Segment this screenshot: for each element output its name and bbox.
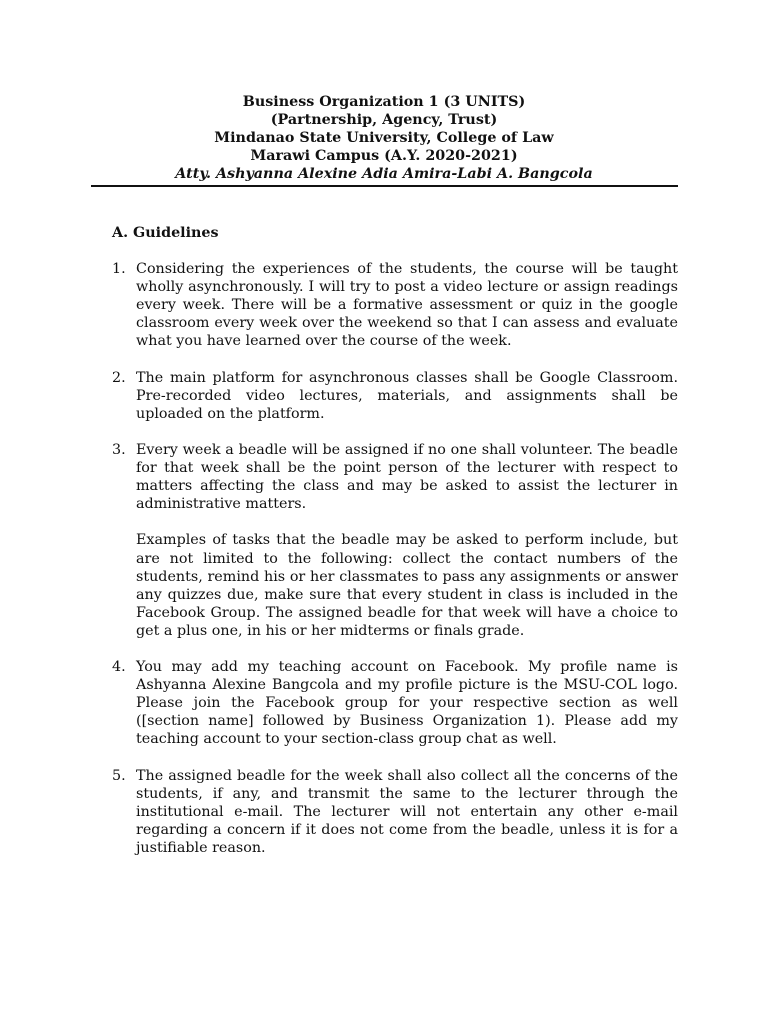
item-number: 4. — [112, 659, 126, 676]
item-paragraph: The assigned beadle for the week shall also collect all the concerns of the students, if any, and transmit the same to the lecturer through the institutional e-mail. The lecturer will not entertain any other e-mail regarding a concern if it does not come from the beadle, unless it is for a justifiable reason. — [136, 767, 678, 856]
section-heading: A. Guidelines — [112, 225, 219, 241]
university-name: Mindanao State University, College of Law — [214, 130, 554, 147]
course-subtitle: (Partnership, Agency, Trust) — [270, 112, 498, 129]
item-number: 5. — [112, 767, 126, 784]
list-item — [112, 369, 678, 423]
item-number: 2. — [112, 369, 126, 386]
item-number: 3. — [112, 441, 126, 458]
guidelines-list — [112, 260, 678, 875]
campus-year: Marawi Campus (A.Y. 2020-2021) — [250, 148, 518, 165]
item-paragraph: The main platform for asynchronous classes shall be Google Classroom. Pre-recorded video lectures, materials, and assignments shall be uploaded on the platform. — [136, 369, 678, 422]
list-item — [112, 658, 678, 748]
item-paragraph: Considering the experiences of the students, the course will be taught wholly asynchronously. I will try to post a video lecture or assign readings every week. There will be a formative assessment or quiz in the google classroom every week over the weekend so that I can assess and evaluate what you have learned over the course of the week. — [136, 261, 678, 350]
course-title: Business Organization 1 (3 UNITS) — [242, 94, 526, 110]
item-paragraph: Examples of tasks that the beadle may be asked to perform include, but are not limited to the following: collect the contact numbers of the students, remind his or her classmates to pass any assignments or answer any quizzes due, make sure that every student in class is included in the Facebook Group. The assigned beadle for that week will have a choice to get a plus one, in his or her midterms or finals grade. — [136, 532, 678, 639]
list-item — [112, 260, 678, 350]
instructor-name: Atty. Ashyanna Alexine Adia Amira-Labi A. Bangcola — [175, 166, 593, 183]
header-divider — [91, 185, 678, 187]
item-paragraph: You may add my teaching account on Facebook. My profile name is Ashyanna Alexine Bangcola and my profile picture is the MSU-COL logo. Please join the Facebook group for your respective section as well ([section name] followed by Business Organization 1). Please add my teaching account to your section-class group chat as well. — [136, 659, 678, 748]
list-item — [112, 441, 678, 640]
item-number: 1. — [112, 261, 126, 277]
list-item — [112, 767, 678, 857]
item-paragraph: Every week a beadle will be assigned if no one shall volunteer. The beadle for that week shall be the point person of the lecturer with respect to matters affecting the class and may be asked to assist the lecturer in administrative matters. — [136, 441, 678, 513]
document-header — [91, 93, 677, 183]
